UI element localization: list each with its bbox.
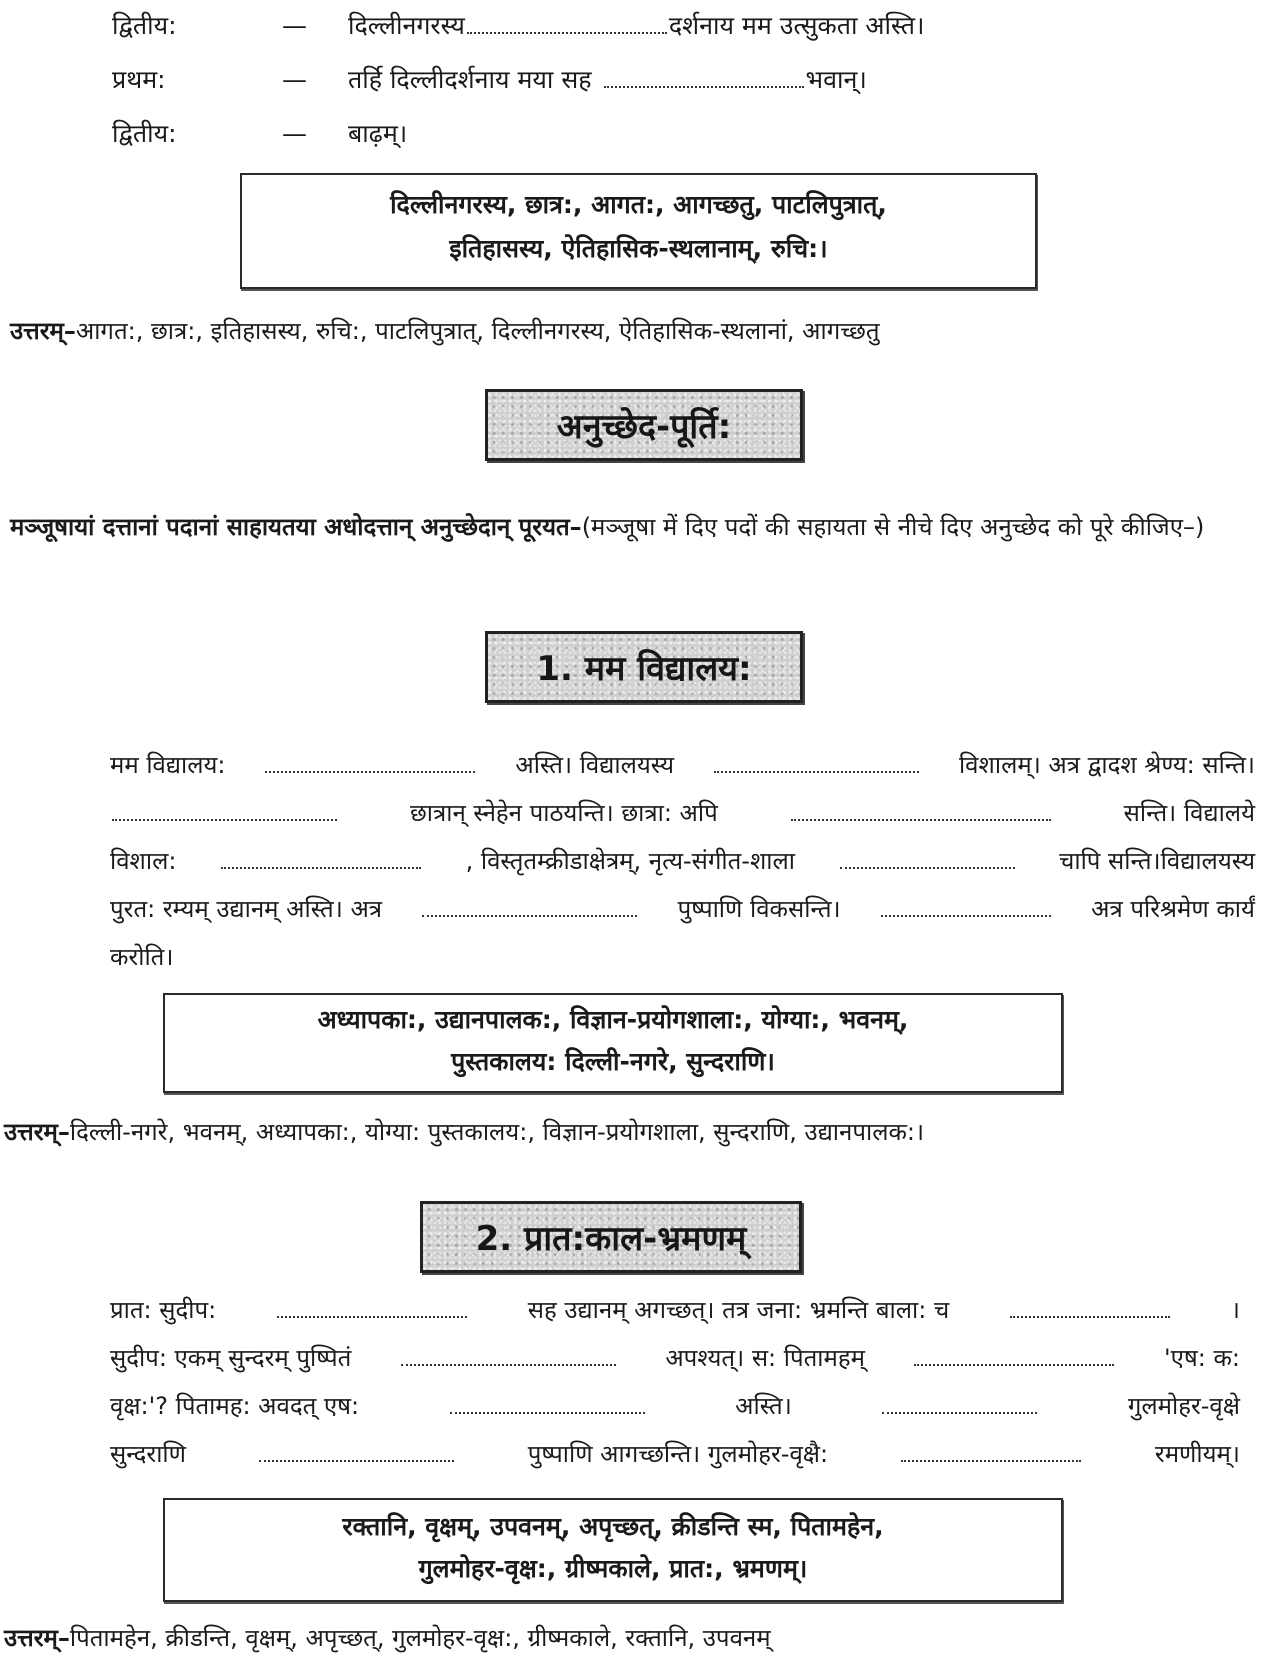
text-segment: सुन्दराणि	[110, 1440, 186, 1468]
passage-line	[110, 937, 1255, 985]
fill-blank	[882, 1398, 1037, 1414]
dialogue-text: बाढ़म्।	[348, 119, 408, 148]
text-segment: अस्ति।	[735, 1392, 792, 1420]
word-box-line: पुस्तकालय: दिल्ली-नगरे, सुन्दराणि।	[451, 1047, 775, 1076]
passage-1-text	[110, 745, 1255, 985]
answer-label: उत्तरम्–	[4, 1118, 70, 1146]
fill-blank	[277, 1302, 467, 1318]
text-segment: अपश्यत्। स: पितामहम्	[665, 1344, 865, 1372]
dash: —	[282, 11, 307, 40]
passage-line	[110, 745, 1255, 793]
dialogue-text: तर्हि दिल्लीदर्शनाय मया सह	[348, 65, 592, 94]
text-segment: छात्रान् स्नेहेन पाठयन्ति। छात्रा: अपि	[409, 799, 718, 827]
answer-text: आगत:, छात्र:, इतिहासस्य, रुचि:, पाटलिपुत्रात्, दिल्लीनगरस्य, ऐतिहासिक-स्थलानां, आगच्छतु	[75, 317, 880, 345]
passage-line	[110, 1434, 1240, 1482]
answer-label: उत्तरम्–	[4, 1624, 70, 1652]
text-segment: अत्र परिश्रमेण कार्यं	[1091, 895, 1255, 923]
answer-line	[4, 1112, 924, 1152]
text-segment: 'एष: क:	[1163, 1344, 1240, 1372]
dialogue-text: दिल्लीनगरस्य	[348, 11, 465, 40]
text-segment: गुलमोहर-वृक्षे	[1127, 1392, 1240, 1420]
speaker-label: द्वितीय:	[112, 11, 177, 40]
speaker-label: प्रथम:	[112, 65, 166, 94]
fill-blank	[221, 853, 421, 869]
fill-blank	[259, 1446, 454, 1462]
answer-text: पितामहेन, क्रीडन्ति, वृक्षम्, अपृच्छत्, गुलमोहर-वृक्ष:, ग्रीष्मकाले, रक्तानि, उपवनम्	[69, 1624, 771, 1652]
text-segment: पुरत: रम्यम् उद्यानम् अस्ति। अत्र	[110, 895, 383, 923]
text-segment: विशालम्। अत्र द्वादश श्रेण्य: सन्ति।	[958, 751, 1255, 779]
dialogue-block	[112, 6, 1212, 168]
text-segment: सन्ति। विद्यालये	[1123, 799, 1255, 827]
word-box-line: गुलमोहर-वृक्ष:, ग्रीष्मकाले, प्रात:, भ्रमणम्।	[418, 1554, 808, 1583]
dialogue-line	[112, 114, 1212, 168]
dash: —	[282, 119, 307, 148]
dialogue-line	[112, 6, 1212, 60]
dash: —	[282, 65, 307, 94]
instruction-sanskrit: मञ्जूषायां दत्तानां पदानां साहायतया अधोदत्तान् अनुच्छेदान् पूरयत–	[10, 513, 582, 541]
fill-blank	[791, 805, 1051, 821]
fill-blank	[422, 901, 637, 917]
fill-blank	[1010, 1302, 1170, 1318]
text-segment: सह उद्यानम् अगच्छत्। तत्र जना: भ्रमन्ति बाला: च	[527, 1296, 950, 1324]
passage-line	[110, 1386, 1240, 1434]
instruction	[10, 505, 1260, 549]
answer-text: दिल्ली-नगरे, भवनम्, अध्यापका:, योग्या: पुस्तकालय:, विज्ञान-प्रयोगशाला, सुन्दराणि, उद्यानपालक:।	[69, 1118, 925, 1146]
word-box-line: रक्तानि, वृक्षम्, उपवनम्, अपृच्छत्, क्रीडन्ति स्म, पितामहेन,	[342, 1512, 884, 1541]
dialogue-text: भवान्।	[805, 65, 867, 94]
text-segment: पुष्पाणि विकसन्ति।	[677, 895, 841, 923]
fill-blank	[881, 901, 1051, 917]
text-segment: मम विद्यालय:	[110, 751, 226, 779]
passage-line	[110, 793, 1255, 841]
text-segment: विशाल:	[110, 847, 177, 875]
fill-blank	[450, 1398, 645, 1414]
text-segment: सुदीप: एकम् सुन्दरम् पुष्पितं	[110, 1344, 352, 1372]
text-segment: , विस्तृतम्क्रीडाक्षेत्रम्, नृत्य-संगीत-शाला	[465, 847, 795, 875]
fill-blank	[840, 853, 1015, 869]
instruction-hindi: (मञ्जूषा में दिए पदों की सहायता से नीचे दिए अनुच्छेद को पूरे कीजिए–)	[581, 513, 1205, 541]
text-segment: प्रात: सुदीप:	[110, 1296, 217, 1324]
passage-line	[110, 1290, 1240, 1338]
section-heading: अनुच्छेद-पूर्ति:	[485, 389, 803, 461]
text-segment: चापि सन्ति।विद्यालयस्य	[1059, 847, 1255, 875]
word-box-line: अध्यापका:, उद्यानपालक:, विज्ञान-प्रयोगशाला:, योग्या:, भवनम्,	[317, 1005, 909, 1034]
text-segment: रमणीयम्।	[1154, 1440, 1240, 1468]
word-box	[163, 1498, 1063, 1602]
fill-blank	[467, 18, 667, 34]
passage-title: 1. मम विद्यालय:	[485, 631, 803, 703]
fill-blank	[914, 1350, 1114, 1366]
word-box-line: इतिहासस्य, ऐतिहासिक-स्थलानाम्, रुचि:।	[449, 234, 828, 263]
word-box	[163, 993, 1063, 1093]
text-segment: पुष्पाणि आगच्छन्ति। गुलमोहर-वृक्षै:	[527, 1440, 829, 1468]
fill-blank	[604, 72, 804, 88]
word-box	[240, 173, 1037, 289]
fill-blank	[901, 1446, 1081, 1462]
fill-blank	[112, 805, 337, 821]
fill-blank	[401, 1350, 616, 1366]
text-segment: ।	[1230, 1296, 1240, 1324]
fill-blank	[265, 757, 475, 773]
answer-line	[4, 1618, 771, 1658]
passage-line	[110, 889, 1255, 937]
text-segment: वृक्ष:'? पितामह: अवदत् एष:	[110, 1392, 360, 1420]
answer-label: उत्तरम्–	[10, 317, 76, 345]
text-segment: करोति।	[110, 943, 174, 971]
word-box-line: दिल्लीनगरस्य, छात्र:, आगत:, आगच्छतु, पाटलिपुत्रात्,	[390, 190, 887, 219]
dialogue-line	[112, 60, 1212, 114]
answer-line	[10, 311, 880, 351]
passage-title: 2. प्रात:काल-भ्रमणम्	[420, 1201, 802, 1273]
fill-blank	[714, 757, 919, 773]
speaker-label: द्वितीय:	[112, 119, 177, 148]
passage-line	[110, 1338, 1240, 1386]
text-segment: अस्ति। विद्यालयस्य	[515, 751, 675, 779]
dialogue-text: दर्शनाय मम उत्सुकता अस्ति।	[668, 11, 925, 40]
passage-2-text	[110, 1290, 1240, 1482]
passage-line	[110, 841, 1255, 889]
